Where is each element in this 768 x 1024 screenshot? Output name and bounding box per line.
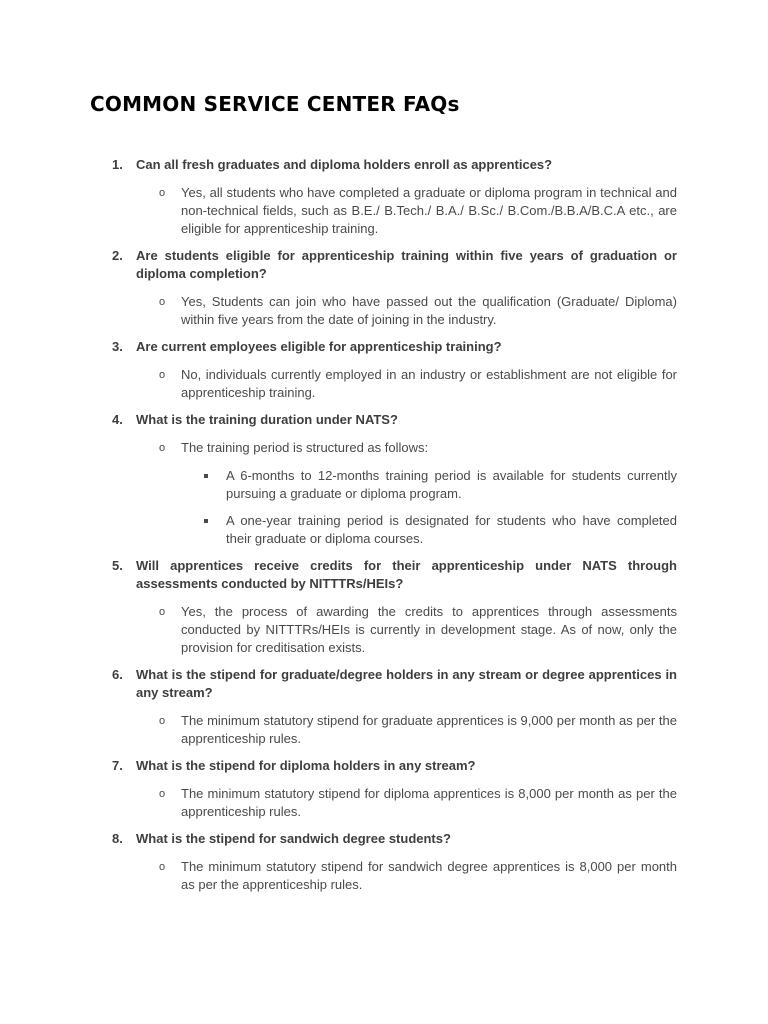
answer-list — [136, 439, 677, 548]
answer-item — [159, 785, 677, 821]
faq-item-1 — [112, 156, 677, 238]
sub-point-item — [226, 512, 677, 548]
hollow-bullet-icon: o — [159, 442, 166, 454]
answer-text: The minimum statutory stipend for graduate apprentices is 9,000 per month as per the apprenticeship rules. — [181, 713, 677, 746]
square-bullet-icon — [204, 474, 208, 478]
hollow-bullet-icon: o — [159, 606, 166, 618]
question-text: Will apprentices receive credits for their apprenticeship under NATS through assessments conducted by NITTTRs/HEIs? — [136, 558, 677, 591]
hollow-bullet-icon: o — [159, 296, 166, 308]
hollow-bullet-icon: o — [159, 715, 166, 727]
question-number: 3. — [112, 339, 123, 354]
answer-text: The training period is structured as follows: — [181, 440, 429, 455]
answer-list — [136, 293, 677, 329]
question-number: 1. — [112, 157, 123, 172]
answer-list — [136, 366, 677, 402]
sub-point-text: A 6-months to 12-months training period is available for students currently pursuing a graduate or diploma program. — [226, 468, 677, 501]
answer-list — [136, 858, 677, 894]
answer-item — [159, 603, 677, 657]
question-number: 5. — [112, 558, 123, 573]
question-text: Are students eligible for apprenticeship training within five years of graduation or diploma completion? — [136, 248, 677, 281]
answer-text: Yes, all students who have completed a graduate or diploma program in technical and non-technical fields, such as B.E./ B.Tech./ B.A./ B.Sc./ B.Com./B.B.A/B.C.A etc., are eligible for apprenticeship training. — [181, 185, 677, 236]
hollow-bullet-icon: o — [159, 187, 166, 199]
faq-item-3 — [112, 338, 677, 402]
square-bullet-icon — [204, 519, 208, 523]
faq-item-8 — [112, 830, 677, 894]
answer-text: Yes, the process of awarding the credits to apprentices through assessments conducted by NITTTRs/HEIs is currently in development stage. As of now, only the provision for creditisation exists. — [181, 604, 677, 655]
question-text: What is the stipend for graduate/degree holders in any stream or degree apprentices in any stream? — [136, 667, 677, 700]
sub-point-text: A one-year training period is designated for students who have completed their graduate or diploma courses. — [226, 513, 677, 546]
answer-item — [159, 366, 677, 402]
answer-item — [159, 184, 677, 238]
answer-text: Yes, Students can join who have passed out the qualification (Graduate/ Diploma) within five years from the date of joining in the industry. — [181, 294, 677, 327]
question-text: What is the stipend for diploma holders in any stream? — [136, 758, 476, 773]
answer-list — [136, 785, 677, 821]
answer-text: No, individuals currently employed in an industry or establishment are not eligible for apprenticeship training. — [181, 367, 677, 400]
question-text: Can all fresh graduates and diploma holders enroll as apprentices? — [136, 157, 553, 172]
question-number: 4. — [112, 412, 123, 427]
answer-item — [159, 858, 677, 894]
page-title: COMMON SERVICE CENTER FAQs — [90, 92, 460, 116]
faq-item-5 — [112, 557, 677, 657]
hollow-bullet-icon: o — [159, 788, 166, 800]
answer-list — [136, 184, 677, 238]
answer-list — [136, 712, 677, 748]
answer-item — [159, 712, 677, 748]
question-number: 8. — [112, 831, 123, 846]
answer-list — [136, 603, 677, 657]
faq-list — [112, 156, 677, 903]
question-text: Are current employees eligible for apprenticeship training? — [136, 339, 502, 354]
answer-text: The minimum statutory stipend for diploma apprentices is 8,000 per month as per the apprenticeship rules. — [181, 786, 677, 819]
question-text: What is the stipend for sandwich degree students? — [136, 831, 451, 846]
question-number: 6. — [112, 667, 123, 682]
faq-item-4 — [112, 411, 677, 548]
sub-point-item — [226, 467, 677, 503]
question-text: What is the training duration under NATS? — [136, 412, 398, 427]
sub-point-list — [181, 467, 677, 548]
answer-item — [159, 293, 677, 329]
faq-item-2 — [112, 247, 677, 329]
faq-item-7 — [112, 757, 677, 821]
answer-text: The minimum statutory stipend for sandwich degree apprentices is 8,000 per month as per the apprenticeship rules. — [181, 859, 677, 892]
hollow-bullet-icon: o — [159, 861, 166, 873]
faq-item-6 — [112, 666, 677, 748]
answer-item — [159, 439, 677, 548]
question-number: 7. — [112, 758, 123, 773]
question-number: 2. — [112, 248, 123, 263]
hollow-bullet-icon: o — [159, 369, 166, 381]
